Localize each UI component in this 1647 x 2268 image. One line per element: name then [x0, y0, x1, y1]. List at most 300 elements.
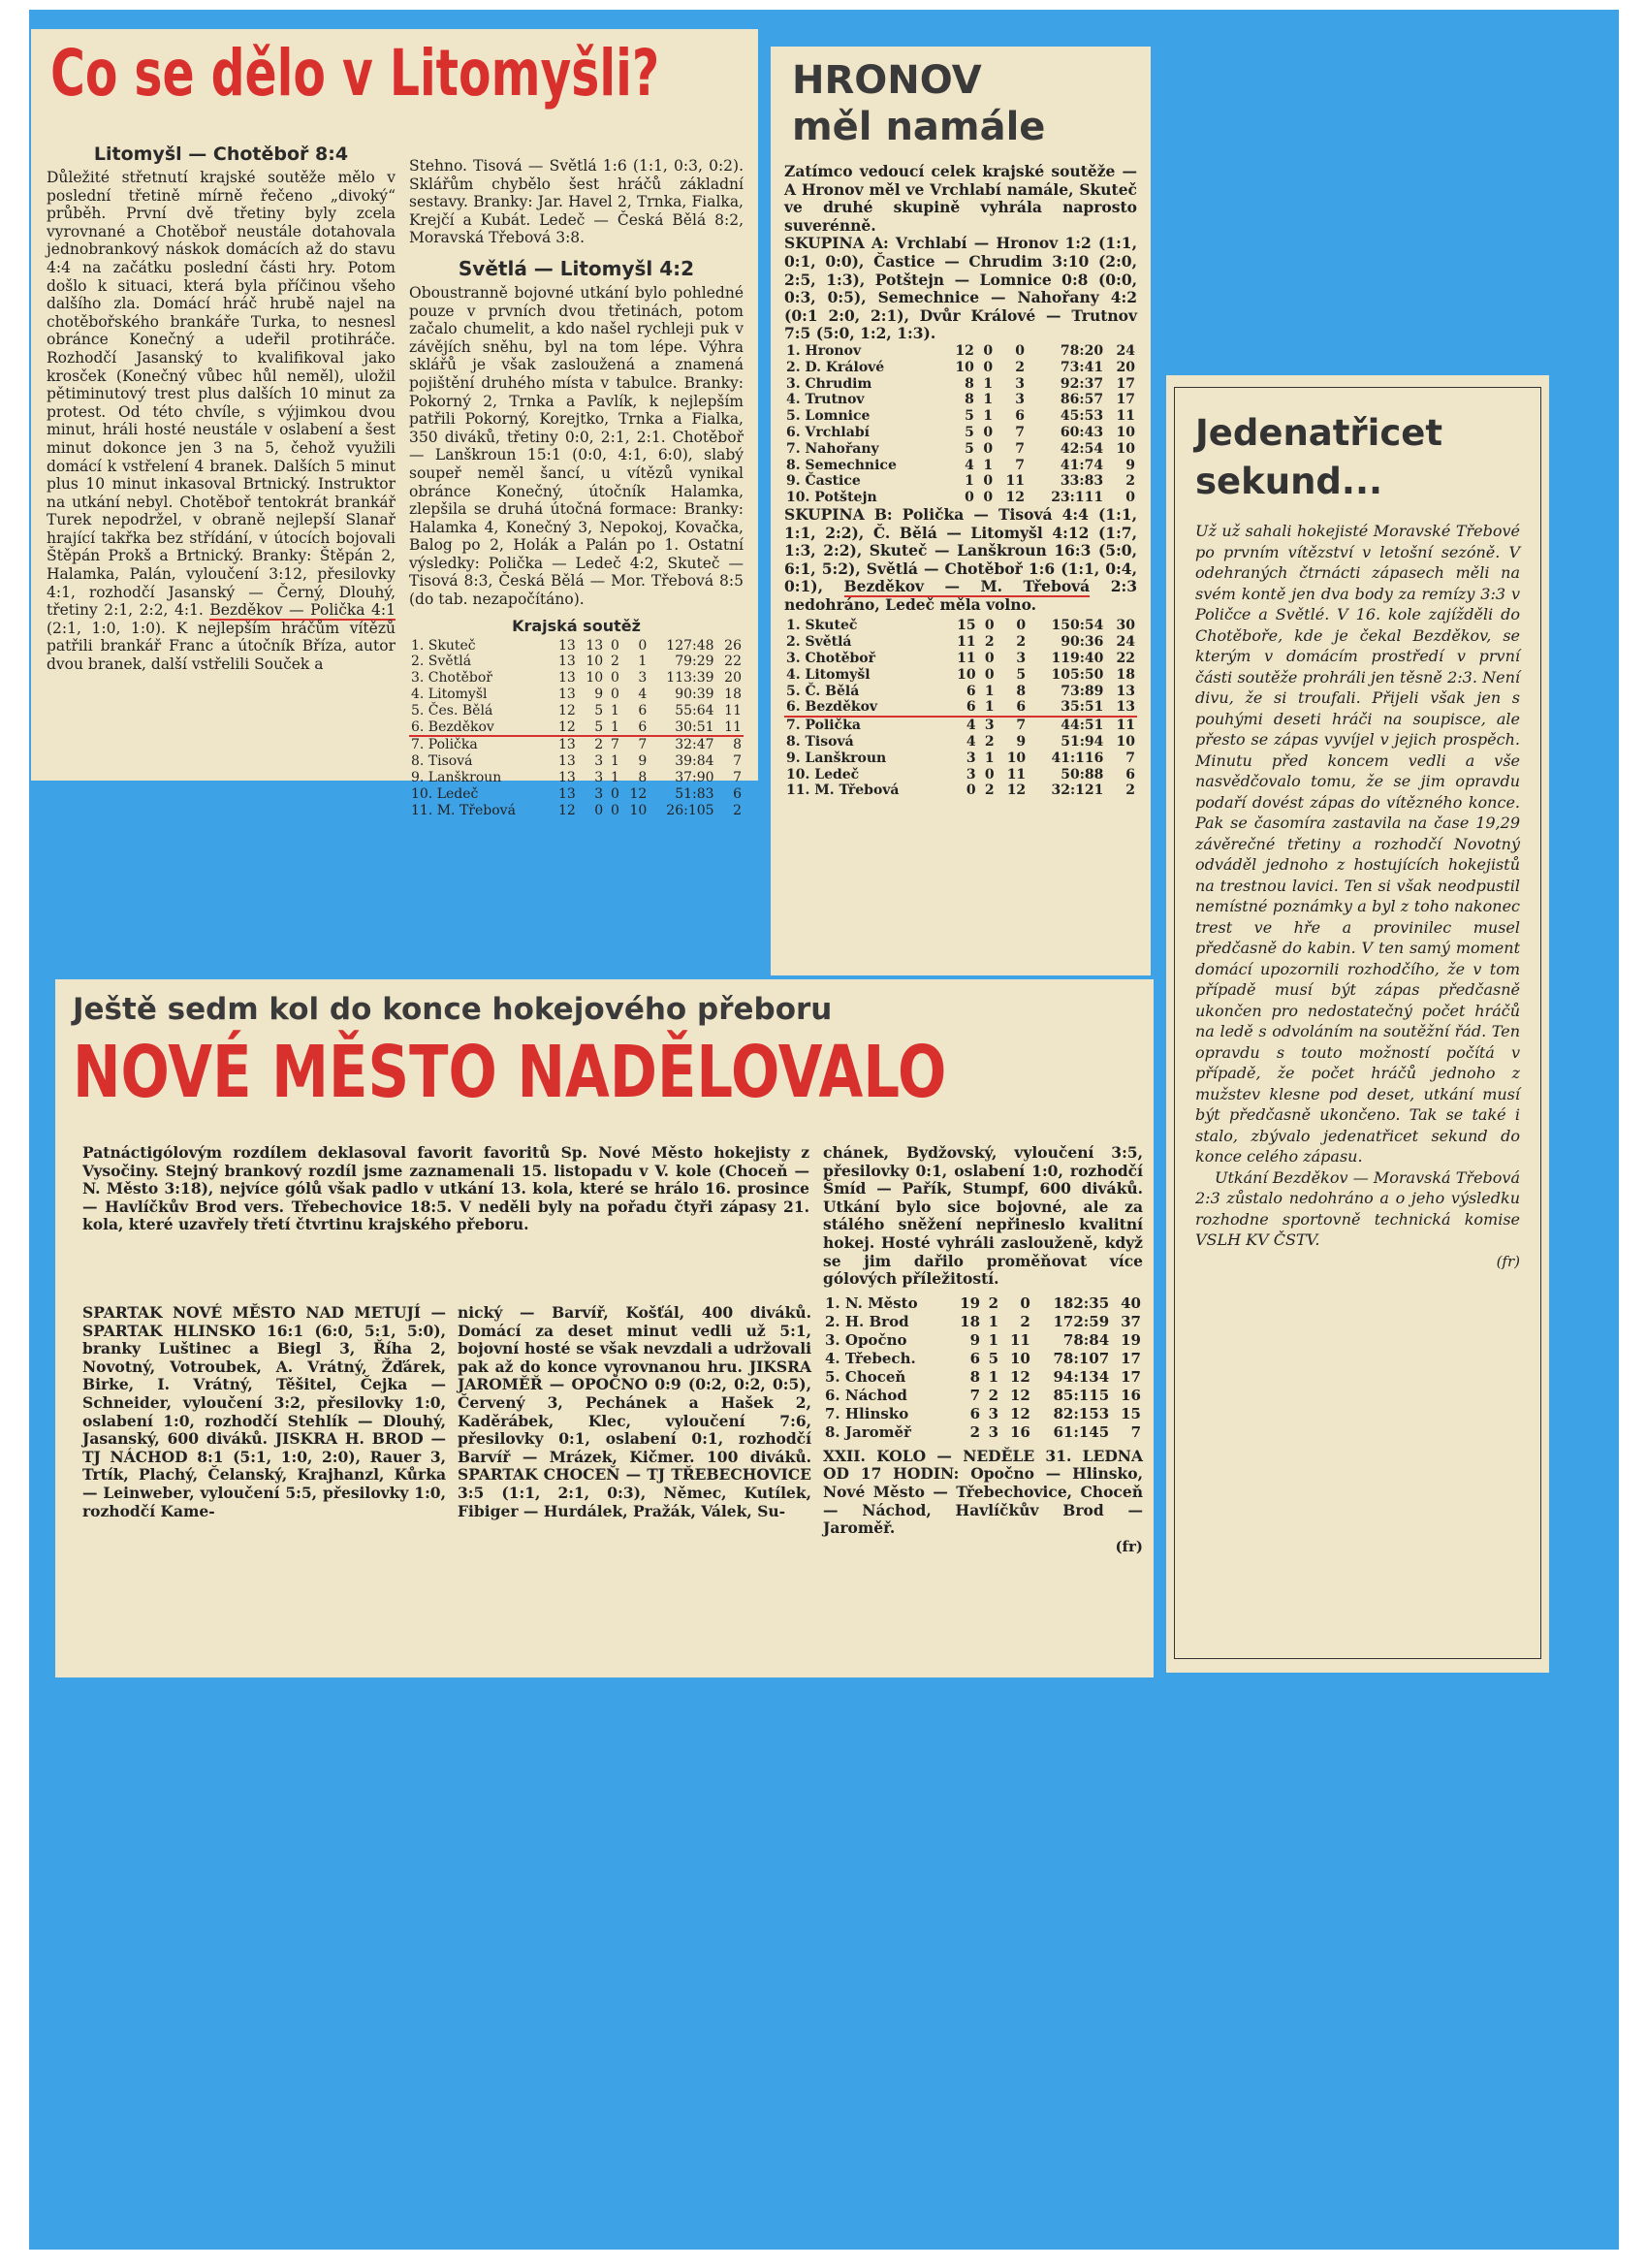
article-text-continued: (2:1, 1:0, 1:0). K nejlepším hráčům vítězů patřili brankář Franc a útočník Bříza, autor dvou branek, další vstřelili Souček a [47, 619, 396, 674]
stat-cell: 12 [1006, 783, 1027, 799]
stat-cell: 3 [594, 753, 604, 770]
table-row [823, 1350, 1143, 1368]
stat-cell: 10 [1116, 424, 1135, 440]
stat-cell: 0 [1125, 490, 1135, 506]
stat-cell: 7 [1015, 424, 1026, 440]
stat-cell: 1 [984, 750, 995, 766]
table-row [409, 670, 744, 687]
stat-cell: 6 [969, 1404, 981, 1422]
stat-cell: 6 [969, 1349, 981, 1367]
stat-cell: 41:74 [1060, 457, 1104, 473]
stat-cell: 0 [984, 666, 995, 683]
stat-cell: 2 [984, 734, 995, 751]
table-row [784, 376, 1137, 393]
stat-cell: 17 [1116, 392, 1135, 408]
stat-cell: 9 [638, 753, 648, 770]
stat-cell: 1 [605, 719, 621, 737]
stat-cell: 20 [724, 670, 742, 687]
stat-cell: 5 [988, 1349, 999, 1367]
stat-cell: 1 [965, 473, 974, 490]
stat-cell: 90:36 [1061, 634, 1104, 651]
stat-cell: 10 [586, 654, 604, 670]
stat-cell: 23:111 [1051, 490, 1104, 506]
stat-cell: 0 [983, 490, 994, 506]
kicker-sedm-kol: Ještě sedm kol do konce hokejového přeboru [73, 992, 833, 1027]
stat-cell: 22 [1116, 651, 1135, 667]
stat-cell: 90:39 [675, 687, 714, 703]
stat-cell: 0 [1015, 342, 1026, 359]
stat-cell: 22 [724, 654, 742, 670]
stat-cell: 17 [1121, 1349, 1141, 1367]
stat-cell: 3 [984, 718, 995, 734]
stat-cell: 0 [983, 359, 994, 375]
team-cell: 9. Lanškroun [411, 770, 502, 786]
stat-cell: 3 [966, 750, 976, 766]
stat-cell: 9 [1016, 734, 1027, 751]
stat-cell: 6 [946, 699, 978, 717]
team-cell: 1. Skuteč [411, 637, 476, 654]
stat-cell: 7 [733, 770, 742, 786]
stat-cell: 127:48 [666, 637, 714, 654]
stat-cell: 92:37 [1060, 375, 1104, 392]
stat-cell: 37 [1121, 1312, 1141, 1330]
stat-cell: 1 [978, 699, 997, 717]
table-row [409, 703, 744, 719]
stat-cell: 0 [965, 490, 974, 506]
stat-cell: 2 [611, 654, 619, 670]
stat-cell: 41:116 [1051, 750, 1104, 766]
stat-cell: 7 [733, 753, 742, 770]
stat-cell: 2 [1020, 1312, 1030, 1330]
table-row [784, 767, 1137, 783]
stat-cell: 78:84 [1062, 1330, 1110, 1349]
team-cell: 2. Světlá [411, 654, 472, 670]
team-cell: 1. Skuteč [786, 618, 858, 634]
stat-cell: 1 [983, 408, 994, 425]
stat-cell: 1 [984, 683, 995, 699]
stat-cell: 6 [1015, 408, 1026, 425]
match-reports-col1: SPARTAK NOVÉ MĚSTO NAD METUJÍ — SPARTAK HLINSKO 16:1 (6:0, 5:1, 5:0), branky Luštinec a Biegl 3, Říha 2, Novotný, Votroubek, A. Vrátný, Žďárek, Birke, I. Vrátný, Těšitel, Čejka — Schneider, vyloučení 3:2, přesilovky 1:0, oslabení 1:0, rozhodčí Stehlík — Dlouhý, Jasanský, 600 diváků. JISKRA H. BROD — TJ NÁCHOD 8:1 (5:1, 1:0, 2:0), Rauer 3, Trtík, Plachý, Čelanský, Krajhanzl, Kůrka — Leinweber, vyloučení 5:5, přesilovky 1:0, rozhodčí Kame- [82, 1303, 446, 1520]
article-text-conclusion: Utkání Bezděkov — Moravská Třebová 2:3 zůstalo nedohráno a o jeho výsledku rozhodne sportovně technická komise VSLH KV ČSTV. [1195, 1167, 1520, 1249]
stat-cell: 105:50 [1051, 666, 1104, 683]
table-row [823, 1313, 1143, 1331]
stat-cell: 2 [1125, 783, 1135, 799]
stat-cell: 1 [611, 753, 619, 770]
stat-cell: 8 [965, 375, 974, 392]
stat-cell: 30 [1116, 618, 1135, 634]
stat-cell: 0 [611, 670, 619, 687]
stat-cell: 11 [1005, 473, 1026, 490]
team-cell: 6. Vrchlabí [786, 424, 870, 440]
stat-cell: 2 [988, 1386, 999, 1404]
stat-cell: 0 [611, 687, 619, 703]
stat-cell: 12 [1009, 1367, 1030, 1386]
table-row [784, 734, 1137, 751]
standings-table-krajsky-prebor [823, 1294, 1143, 1442]
clipping-jedenatricet-sekund [1166, 375, 1549, 1673]
table-row [784, 408, 1137, 425]
team-cell: 8. Tisová [411, 753, 473, 770]
stat-cell: 7 [1125, 750, 1135, 766]
stat-cell: 3 [966, 766, 976, 783]
team-cell: 4. Třebech. [825, 1349, 916, 1367]
stat-cell: 16 [1009, 1422, 1030, 1441]
stat-cell: 13 [558, 687, 576, 703]
stat-cell: 73:41 [1060, 359, 1104, 375]
table-row [784, 783, 1137, 799]
article-text-2: Oboustranně bojovné utkání bylo pohledné pouze v prvních dvou třetinách, potom začalo chumelit, a kdo našel rychleji puk v závějích sněhu, byl na tom lépe. Výhra sklářů je však zasloužená a znamená pojištění druhého místa v tabulce. Branky: Pokorný 2, Trnka a Pavlík, k nejlepším patřili Pokorný, Korejtko, Trnka a Fialka, 350 diváků, třetiny 0:0, 2:1, 2:1. Chotěboř — Lanškroun 15:1 (0:0, 4:1, 6:0), slabý soupeř neměl šancí, u vítězů vynikal obránce Konečný, útočník Halamka, zlepšila se druhá útočná formace: Branky: Halamka 4, Konečný 3, Nepokoj, Kovačka, Balog po 2, Holák a Palán po 1. Ostatní výsledky: Polička — Ledeč 4:2, Skuteč — Tisová 8:3, Česká Bělá — Mor. Třebová 8:5 (do tab. nezapočítáno). [409, 283, 744, 609]
stat-cell: 5 [965, 440, 974, 457]
stat-cell: 6 [621, 719, 649, 737]
table-row [823, 1387, 1143, 1405]
team-cell: 7. Polička [411, 737, 478, 753]
stat-cell: 13 [558, 670, 576, 687]
stat-cell: 0 [1016, 618, 1027, 634]
stat-cell: 113:39 [666, 670, 714, 687]
headline-litomysl: Co se dělo v Litomyšli? [50, 36, 660, 111]
stat-cell: 0 [638, 637, 648, 654]
stat-cell: 0 [611, 802, 619, 818]
stat-cell: 3 [594, 770, 604, 786]
stat-cell: 12 [1009, 1386, 1030, 1404]
team-cell: 5. Choceň [825, 1367, 906, 1386]
team-cell: 3. Chotěboř [411, 670, 492, 687]
table-row [409, 786, 744, 803]
stat-cell: 5 [965, 408, 974, 425]
team-cell: 1. Hronov [786, 342, 862, 359]
table-row [784, 651, 1137, 667]
table-row [823, 1405, 1143, 1423]
stat-cell: 6 [733, 785, 742, 802]
group-b-results-end: 2:3 nedohráno, Ledeč měla volno. [784, 577, 1137, 614]
stat-cell: 11 [1006, 766, 1027, 783]
stat-cell: 2 [1016, 634, 1027, 651]
table-row [409, 687, 744, 703]
team-cell: 1. N. Město [825, 1294, 918, 1312]
table-row [784, 458, 1137, 474]
stat-cell: 13 [558, 637, 576, 654]
stat-cell: 3 [638, 670, 648, 687]
stat-cell: 13 [558, 737, 576, 753]
stat-cell: 1 [988, 1312, 999, 1330]
stat-cell: 12 [558, 702, 576, 719]
article-text: Důležité střetnutí krajské soutěže mělo v poslední třetině mírně řečeno „divoký“ průběh. První dvě třetiny byly zcela vyrovnané a Chotěboř neustále dotahovala jednobrankový náskok domácích až do stavu 4:4 na začátku poslední části hry. Potom došlo k situaci, která byla příčinou všeho dalšího zla. Domácí hráč hrubě najel na chotěbořského brankáře Turka, to nesnesl obránce Konečný a udeřil protihráče. Rozhodčí Jasanský to kvalifikoval jako krosček (Konečný vůbec hůl neměl), uložil pětiminutový trest plus dalších 10 minut za protest. Od této chvíle, s výjimkou dvou minut, hráli hosté neustále v oslabení a šest minut dokonce jen 3 na 5, čehož využili domácí k vstřelení 4 branek. Dalších 5 minut plus 10 minut inkasoval Brtnický. Instruktor na utkání nebyl. Chotěboř tentokrát brankář Turek nepodržel, v obraně nejlepší Slanař hrající takřka bez střídání, v útocích bojovali Štěpán Prokš a Brtnický. Branky: Štěpán 2, Halamka, Palán, vyloučení 3:12, přesilovky 4:1, rozhodčí Jasanský — Černý, Dlouhý, třetiny 2:1, 2:2, 4:1. [47, 169, 396, 620]
stat-cell: 55:64 [675, 702, 714, 719]
stat-cell: 172:59 [1053, 1312, 1110, 1330]
table-row [823, 1423, 1143, 1442]
headline-mel-namale: měl namále [792, 105, 1046, 149]
stat-cell: 9 [969, 1330, 981, 1349]
stat-cell: 15 [957, 618, 976, 634]
stat-cell: 0 [594, 802, 604, 818]
group-b-results: SKUPINA B: Polička — Tisová 4:4 (1:1, 1:1, 2:2), Č. Bělá — Litomyšl 4:12 (1:7, 1:3, 2:2), Skuteč — Lanškroun 16:3 (5:0, 6:1, 5:2), Světlá — Chotěboř 1:6 (1:1, 0:4, 0:1), [784, 504, 1137, 596]
stat-cell: 32:47 [675, 737, 714, 753]
team-cell: 10. Ledeč [786, 766, 860, 783]
stat-cell: 7 [969, 1386, 981, 1404]
stat-cell: 6 [1125, 766, 1135, 783]
stat-cell: 13 [1105, 699, 1137, 717]
stat-cell: 13 [558, 654, 576, 670]
stat-cell: 2 [984, 783, 995, 799]
stat-cell: 1 [638, 654, 648, 670]
stat-cell: 20 [1116, 359, 1135, 375]
stat-cell: 37:90 [675, 770, 714, 786]
stat-cell: 0 [611, 637, 619, 654]
table-row [409, 803, 744, 819]
clipping-nove-mesto [55, 979, 1154, 1677]
stat-cell: 11 [716, 719, 744, 737]
stat-cell: 26:105 [666, 802, 714, 818]
stat-cell: 7 [611, 737, 619, 753]
team-cell: 11. M. Třebová [411, 802, 516, 818]
team-cell: 3. Opočno [825, 1330, 907, 1349]
table-row [784, 425, 1137, 441]
article-text: Už už sahali hokejisté Moravské Třebové po prvním vítězství v letošní sezóně. V odehraných čtrnácti zápasech měli na svém kontě jen dva body za remízy 3:3 v Poličce a Světlé. V 16. kole zajížděli do Chotěboře, kde je čekal Bezděkov, se kterým v domácím prostředí v první části soutěže prohráli jen těsně 2:3. Není divu, že si troufali. Přijeli však jen s pouhými deseti hráči na soupisce, ale přesto se zápas vyvíjel v jejich prospěch. Minutu před koncem vedli a vše nasvědčovalo tomu, že se jim opravdu podaří dovést zápas do vítězného konce. Pak se časomíra zastavila na čase 19,29 závěrečné třetiny a rozhodčí Novotný odváděl jednoho z hostujících hokejistů na trestnou lavici. Ten si však neodpustil nemístné poznámky a byl z toho nakonec trest ve hře a provinilec musel předčasně do kabin. V ten samý moment domácí upozornili rozhodčího, že v tom případě musí být zápas předčasně ukončen pro nedostatečný počet hráčů na ledě s odvoláním na soutěžní řád. Ten opravdu s touto možností počítá v případě, že počet hráčů jednoho z mužstev klesne pod deset, utkání musí být předčasně ukončeno. Tak se také i stalo, zbývalo jedenatřicet sekund do konce celého zápasu. [1195, 522, 1520, 1166]
stat-cell: 33:83 [1060, 473, 1104, 490]
stat-cell: 19 [960, 1294, 981, 1312]
stat-cell: 12 [1005, 490, 1026, 506]
team-cell: 2. Světlá [786, 634, 852, 651]
stat-cell: 0 [984, 618, 995, 634]
stat-cell: 16 [1121, 1386, 1141, 1404]
stat-cell: 18 [1116, 666, 1135, 683]
stat-cell: 24 [1116, 634, 1135, 651]
headline-nove-mesto: NOVÉ MĚSTO NADĚLOVALO [73, 1031, 947, 1114]
stat-cell: 12 [629, 785, 648, 802]
stat-cell: 1 [988, 1330, 999, 1349]
stat-cell: 15 [1121, 1404, 1141, 1422]
headline-jedenatricet: Jedenatřicet [1195, 412, 1443, 454]
stat-cell: 11 [1009, 1330, 1030, 1349]
stat-cell: 3 [1015, 375, 1026, 392]
table-row [409, 638, 744, 655]
stat-cell: 9 [594, 687, 604, 703]
stat-cell: 10 [1006, 750, 1027, 766]
team-cell: 4. Litomyšl [411, 687, 488, 703]
team-cell: 9. Lanškroun [786, 750, 887, 766]
stat-cell: 17 [1116, 375, 1135, 392]
stat-cell: 24 [1116, 342, 1135, 359]
stat-cell: 11 [957, 651, 976, 667]
stat-cell: 2 [969, 1422, 981, 1441]
stat-cell: 4 [965, 457, 974, 473]
stat-cell: 50:88 [1061, 766, 1104, 783]
stat-cell: 45:53 [1060, 408, 1104, 425]
stat-cell: 4 [966, 718, 976, 734]
stat-cell: 1 [611, 702, 619, 719]
stat-cell: 30:51 [649, 719, 715, 737]
clipping-hronov [771, 47, 1151, 975]
stat-cell: 7 [1015, 440, 1026, 457]
team-cell: 9. Častice [786, 473, 861, 490]
stat-cell: 6 [966, 683, 976, 699]
table-row [784, 634, 1137, 651]
table-row [823, 1294, 1143, 1313]
stat-cell: 0 [1020, 1294, 1030, 1312]
team-cell: 5. Č. Bělá [786, 683, 860, 699]
stat-cell: 44:51 [1061, 718, 1104, 734]
stat-cell: 3 [1015, 392, 1026, 408]
stat-cell: 0 [983, 440, 994, 457]
table-row [784, 667, 1137, 684]
next-round-text: XXII. KOLO — NEDĚLE 31. LEDNA OD 17 HODIN: Opočno — Hlinsko, Nové Město — Třebechovice, Choceň — Náchod, Havlíčkův Brod — Jaroměř. [823, 1446, 1143, 1538]
stat-cell: 5 [965, 424, 974, 440]
team-cell: 4. Litomyšl [786, 666, 871, 683]
stat-cell: 10 [1009, 1349, 1030, 1367]
stat-cell: 12 [1009, 1404, 1030, 1422]
stat-cell: 5 [1016, 666, 1027, 683]
stat-cell: 2 [733, 802, 742, 818]
stat-cell: 11 [1116, 408, 1135, 425]
stat-cell: 9 [1125, 457, 1135, 473]
subheading-svetla-litomysl: Světlá — Litomyšl 4:2 [458, 256, 695, 280]
group-a-results: SKUPINA A: Vrchlabí — Hronov 1:2 (1:1, 0:1, 0:0), Častice — Chrudim 3:10 (2:0, 2:5, 1:3), Potštejn — Lomnice 0:8 (0:0, 0:3, 0:5), Semechnice — Nahořany 4:2 (0:1 2:0, 2:1), Dvůr Králové — Trutnov 7:5 (5:0, 1:2, 1:3). [784, 234, 1137, 343]
table-row [823, 1368, 1143, 1387]
stat-cell: 78:107 [1053, 1349, 1110, 1367]
stat-cell: 3 [1016, 651, 1027, 667]
table-row [823, 1331, 1143, 1350]
stat-cell: 11 [1116, 718, 1135, 734]
stat-cell: 17 [1121, 1367, 1141, 1386]
stat-cell: 60:43 [1060, 424, 1104, 440]
stat-cell: 1 [983, 375, 994, 392]
stat-cell: 85:115 [1053, 1386, 1110, 1404]
table-row [784, 441, 1137, 458]
table-row [409, 770, 744, 786]
team-cell: 6. Bezděkov [409, 719, 550, 737]
stat-cell: 8 [969, 1367, 981, 1386]
stat-cell: 51:94 [1061, 734, 1104, 751]
table-row [784, 490, 1137, 506]
stat-cell: 32:121 [1051, 783, 1104, 799]
stat-cell: 7 [1016, 718, 1027, 734]
stat-cell: 0 [611, 785, 619, 802]
stat-cell: 13 [1116, 683, 1135, 699]
stat-cell: 12 [550, 719, 577, 737]
stat-cell: 40 [1121, 1294, 1141, 1312]
team-cell: 7. Hlinsko [825, 1404, 909, 1422]
stat-cell: 6 [997, 699, 1029, 717]
team-cell: 5. Čes. Bělá [411, 702, 493, 719]
team-cell: 6. Bezděkov [784, 699, 946, 717]
team-cell: 8. Jaroměř [825, 1422, 911, 1441]
team-cell: 7. Nahořany [786, 440, 879, 457]
stat-cell: 18 [960, 1312, 981, 1330]
team-cell: 11. M. Třebová [786, 783, 900, 799]
stat-cell: 0 [983, 424, 994, 440]
stat-cell: 119:40 [1051, 651, 1104, 667]
stat-cell: 79:29 [675, 654, 714, 670]
team-cell: 4. Trutnov [786, 392, 865, 408]
team-cell: 10. Potštejn [786, 490, 877, 506]
table-row [409, 654, 744, 670]
clipping-litomysl [31, 29, 758, 818]
stat-cell: 7 [638, 737, 648, 753]
stat-cell: 7 [1130, 1422, 1141, 1441]
stat-cell: 182:35 [1053, 1294, 1110, 1312]
lead-text: Patnáctigólovým rozdílem deklasoval favorit favoritů Sp. Nové Město hokejisty z Vysočiny. Stejný brankový rozdíl jsme zaznamenali 15. listopadu v V. kole (Choceň — N. Město 3:18), nejvíce gólů však padlo v utkání 13. kola, které se hrálo 16. prosince — Havlíčkův Brod vers. Třebechovice 18:5. V neděli byly na pořadu čtyři zápasy 21. kola, které uzavřely třetí čtvrtinu krajského přeboru. [82, 1143, 809, 1234]
match-bezdekov-mtrebova: Bezděkov — M. Třebová [843, 577, 1091, 596]
table-title-krajska-soutez: Krajská soutěž [512, 616, 641, 635]
stat-cell: 6 [638, 702, 648, 719]
table-row [784, 717, 1137, 734]
author-signature: (fr) [1115, 1537, 1143, 1555]
table-row [784, 699, 1137, 717]
match-reports-col3: chánek, Bydžovský, vyloučení 3:5, přesilovky 0:1, oslabení 1:0, rozhodčí Šmíd — Pařík, Stumpf, 600 diváků. Utkání bylo sice bojovné, ale za stálého sněžení nepřineslo kvalitní hokej. Hosté vyhráli zaslouženě, když se jim dařilo proměňovat více gólových příležitostí. [823, 1143, 1143, 1289]
team-cell: 2. D. Králové [786, 359, 885, 375]
stat-cell: 13 [558, 753, 576, 770]
stat-cell: 5 [594, 702, 604, 719]
stat-cell: 51:83 [675, 785, 714, 802]
stat-cell: 2 [1125, 473, 1135, 490]
stat-cell: 8 [733, 737, 742, 753]
stat-cell: 13 [586, 637, 604, 654]
standings-table-group-b [784, 618, 1137, 799]
table-row [784, 392, 1137, 408]
stat-cell: 12 [955, 342, 974, 359]
stat-cell: 42:54 [1060, 440, 1104, 457]
stat-cell: 61:145 [1053, 1422, 1110, 1441]
column-1 [47, 144, 396, 674]
stat-cell: 1 [988, 1367, 999, 1386]
stat-cell: 86:57 [1060, 392, 1104, 408]
stat-cell: 78:20 [1060, 342, 1104, 359]
table-row [409, 753, 744, 770]
stat-cell: 4 [966, 734, 976, 751]
stat-cell: 1 [611, 770, 619, 786]
stat-cell: 4 [638, 687, 648, 703]
stat-cell: 0 [983, 473, 994, 490]
stat-cell: 12 [558, 802, 576, 818]
stat-cell: 2 [1015, 359, 1026, 375]
stat-cell: 3 [594, 785, 604, 802]
lead-text: Zatímco vedoucí celek krajské soutěže — A Hronov měl ve Vrchlabí namále, Skuteč ve druhé skupině vyhrála naprosto suverénně. [784, 162, 1137, 235]
stat-cell: 8 [638, 770, 648, 786]
stat-cell: 150:54 [1051, 618, 1104, 634]
stat-cell: 1 [983, 392, 994, 408]
team-cell: 6. Náchod [825, 1386, 907, 1404]
match-bezdekov-policka: Bezděkov — Polička 4:1 [209, 601, 396, 620]
stat-cell: 0 [984, 651, 995, 667]
table-row [784, 684, 1137, 700]
table-row [409, 719, 744, 737]
stat-cell: 13 [558, 785, 576, 802]
stat-cell: 94:134 [1053, 1367, 1110, 1386]
stat-cell: 8 [1016, 683, 1027, 699]
stat-cell: 10 [955, 359, 974, 375]
team-cell: 7. Polička [786, 718, 861, 734]
stat-cell: 10 [629, 802, 648, 818]
stat-cell: 10 [957, 666, 976, 683]
stat-cell: 0 [983, 342, 994, 359]
stat-cell: 3 [988, 1422, 999, 1441]
stat-cell: 5 [578, 719, 605, 737]
stat-cell: 2 [988, 1294, 999, 1312]
table-row [784, 343, 1137, 360]
stat-cell: 2 [594, 737, 604, 753]
stat-cell: 10 [1116, 734, 1135, 751]
stat-cell: 73:89 [1061, 683, 1104, 699]
stat-cell: 3 [988, 1404, 999, 1422]
table-row [409, 736, 744, 753]
team-cell: 10. Ledeč [411, 785, 479, 802]
stat-cell: 1 [983, 457, 994, 473]
standings-table-1 [409, 638, 744, 819]
team-cell: 8. Semechnice [786, 457, 897, 473]
team-cell: 5. Lomnice [786, 408, 871, 425]
team-cell: 2. H. Brod [825, 1312, 909, 1330]
stat-cell: 8 [965, 392, 974, 408]
